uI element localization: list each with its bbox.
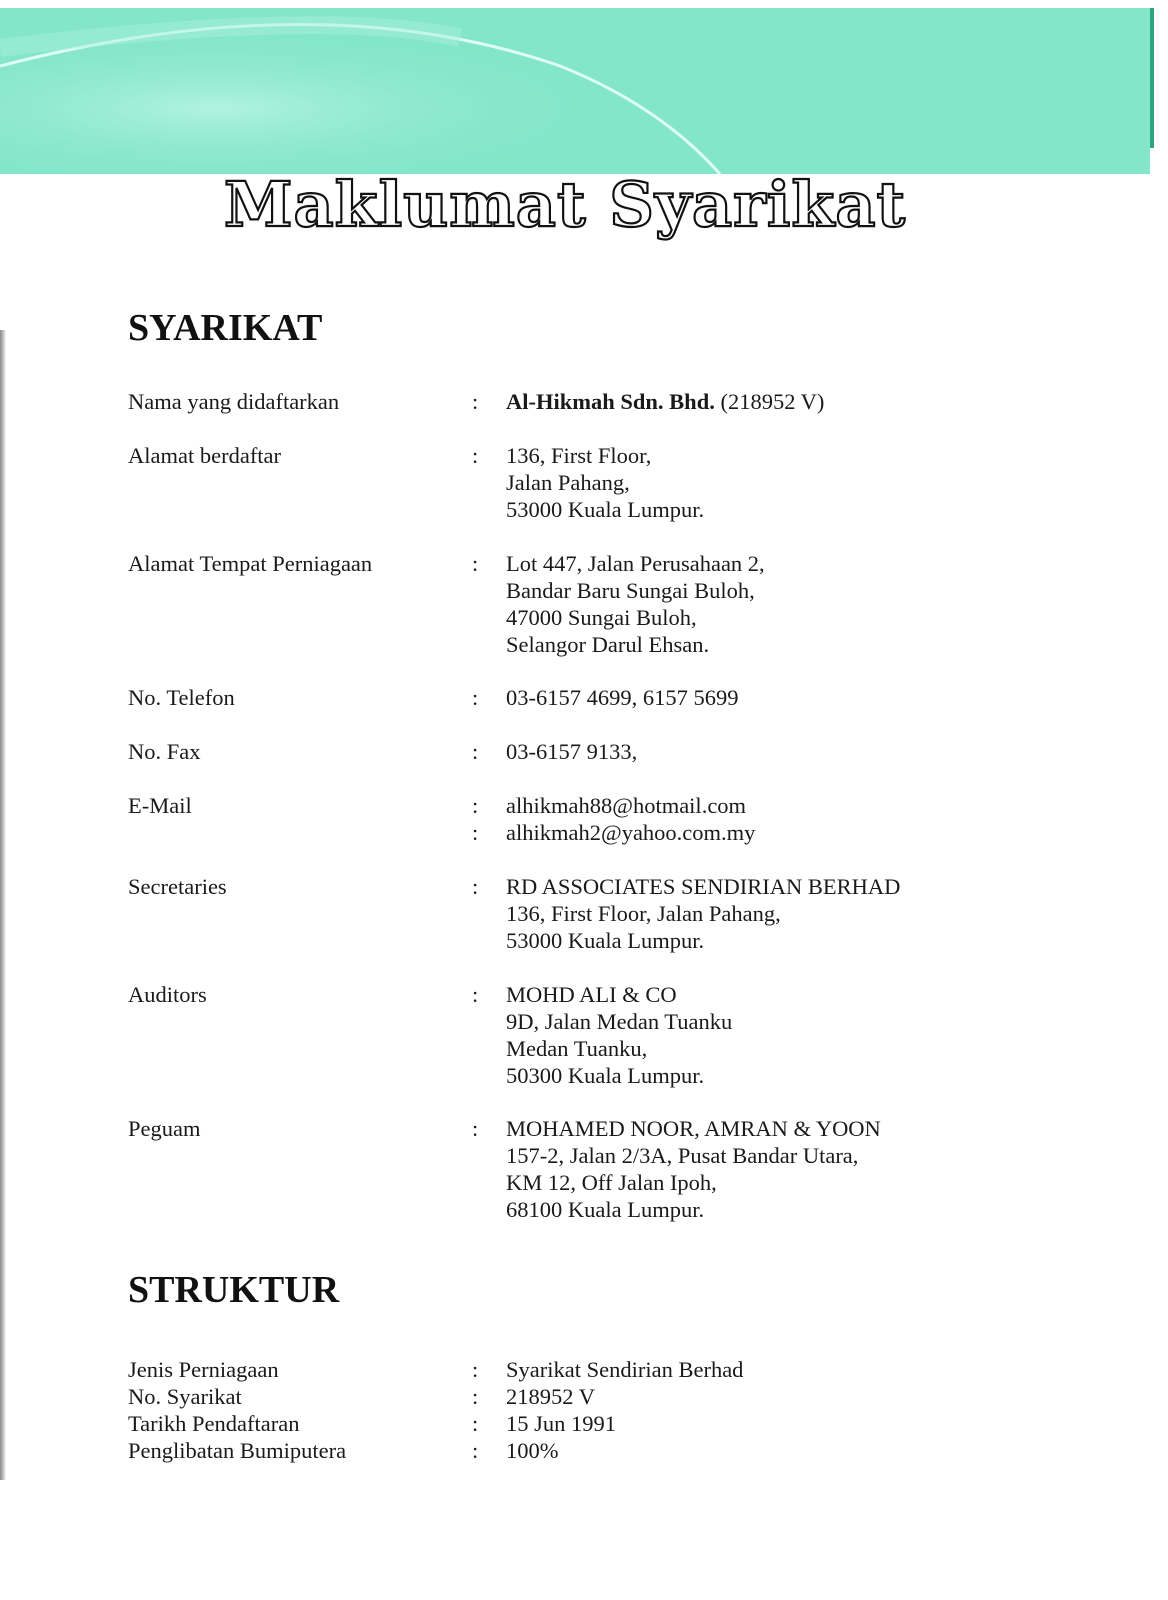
value-line: RD ASSOCIATES SENDIRIAN BERHAD [506, 874, 901, 899]
field-label: E-Mail [128, 793, 192, 818]
field-value: Syarikat Sendirian Berhad [506, 1357, 744, 1382]
field-value [506, 442, 704, 523]
field-value [506, 388, 824, 415]
address-line: Jalan Pahang, [506, 470, 630, 495]
email-address[interactable]: alhikmah88@hotmail.com [506, 793, 747, 818]
section-heading-syarikat: SYARIKAT [128, 307, 323, 349]
address-line: Selangor Darul Ehsan. [506, 632, 710, 657]
field-value [506, 873, 900, 954]
field-label: Alamat Tempat Perniagaan [128, 551, 373, 576]
separator-colon: : [472, 982, 479, 1007]
header-banner [0, 8, 1150, 174]
separator-colon: : [472, 1357, 479, 1382]
banner-edge-stripe [1150, 8, 1154, 148]
field-label: No. Syarikat [128, 1384, 242, 1409]
field-label: Auditors [128, 982, 207, 1007]
banner-arc-graphic [0, 8, 1150, 174]
value-line: Medan Tuanku, [506, 1036, 648, 1061]
field-label: Alamat berdaftar [128, 443, 282, 468]
address-line: 136, First Floor, [506, 443, 652, 468]
section-heading-struktur: STRUKTUR [128, 1269, 340, 1311]
value-line: 136, First Floor, Jalan Pahang, [506, 901, 781, 926]
separator-colon: : [472, 685, 479, 710]
field-label: No. Fax [128, 739, 201, 764]
separator-colon: : [472, 874, 479, 899]
separator-colon: : [472, 1384, 479, 1409]
company-registration: (218952 V) [714, 389, 825, 414]
separator-colon: : [472, 1411, 479, 1436]
value-line: 50300 Kuala Lumpur. [506, 1063, 705, 1088]
separator-colon: : [472, 739, 479, 764]
separator-colon: : [472, 793, 479, 818]
field-label: Nama yang didaftarkan [128, 389, 340, 414]
field-value [506, 550, 765, 658]
field-value: 218952 V [506, 1384, 595, 1409]
address-line: Lot 447, Jalan Perusahaan 2, [506, 551, 765, 576]
field-label: Tarikh Pendaftaran [128, 1411, 300, 1436]
field-value: 100% [506, 1438, 559, 1463]
separator-colon: : [472, 443, 479, 468]
separator-colon: : [472, 1438, 479, 1463]
field-label: Penglibatan Bumiputera [128, 1438, 347, 1463]
value-line: MOHAMED NOOR, AMRAN & YOON [506, 1116, 881, 1141]
address-line: 47000 Sungai Buloh, [506, 605, 697, 630]
value-line: MOHD ALI & CO [506, 982, 677, 1007]
separator-colon: : [472, 820, 479, 845]
field-label: No. Telefon [128, 685, 235, 710]
field-label: Jenis Perniagaan [128, 1357, 279, 1382]
field-value [506, 792, 755, 846]
field-value: 15 Jun 1991 [506, 1411, 617, 1436]
field-value [506, 1115, 881, 1223]
field-value [506, 738, 637, 765]
value-line: 68100 Kuala Lumpur. [506, 1197, 705, 1222]
value-line: 9D, Jalan Medan Tuanku [506, 1009, 733, 1034]
field-label: Secretaries [128, 874, 227, 899]
value-line: 157-2, Jalan 2/3A, Pusat Bandar Utara, [506, 1143, 859, 1168]
scan-binding-shadow [0, 330, 6, 1480]
page-title: Maklumat Syarikat [223, 168, 907, 241]
field-label: Peguam [128, 1116, 201, 1141]
address-line: 53000 Kuala Lumpur. [506, 497, 705, 522]
company-name: Al-Hikmah Sdn. Bhd. [506, 389, 715, 414]
value-line: KM 12, Off Jalan Ipoh, [506, 1170, 717, 1195]
value-line: 53000 Kuala Lumpur. [506, 928, 705, 953]
separator-colons [472, 792, 478, 846]
email-address[interactable]: alhikmah2@yahoo.com.my [506, 820, 756, 845]
separator-colon: : [472, 551, 479, 576]
address-line: Bandar Baru Sungai Buloh, [506, 578, 755, 603]
fax-value: 03-6157 9133, [506, 739, 638, 764]
field-value [506, 684, 739, 711]
field-value [506, 981, 732, 1089]
phone-value: 03-6157 4699, 6157 5699 [506, 685, 739, 710]
separator-colon: : [472, 1116, 479, 1141]
separator-colon: : [472, 389, 479, 414]
